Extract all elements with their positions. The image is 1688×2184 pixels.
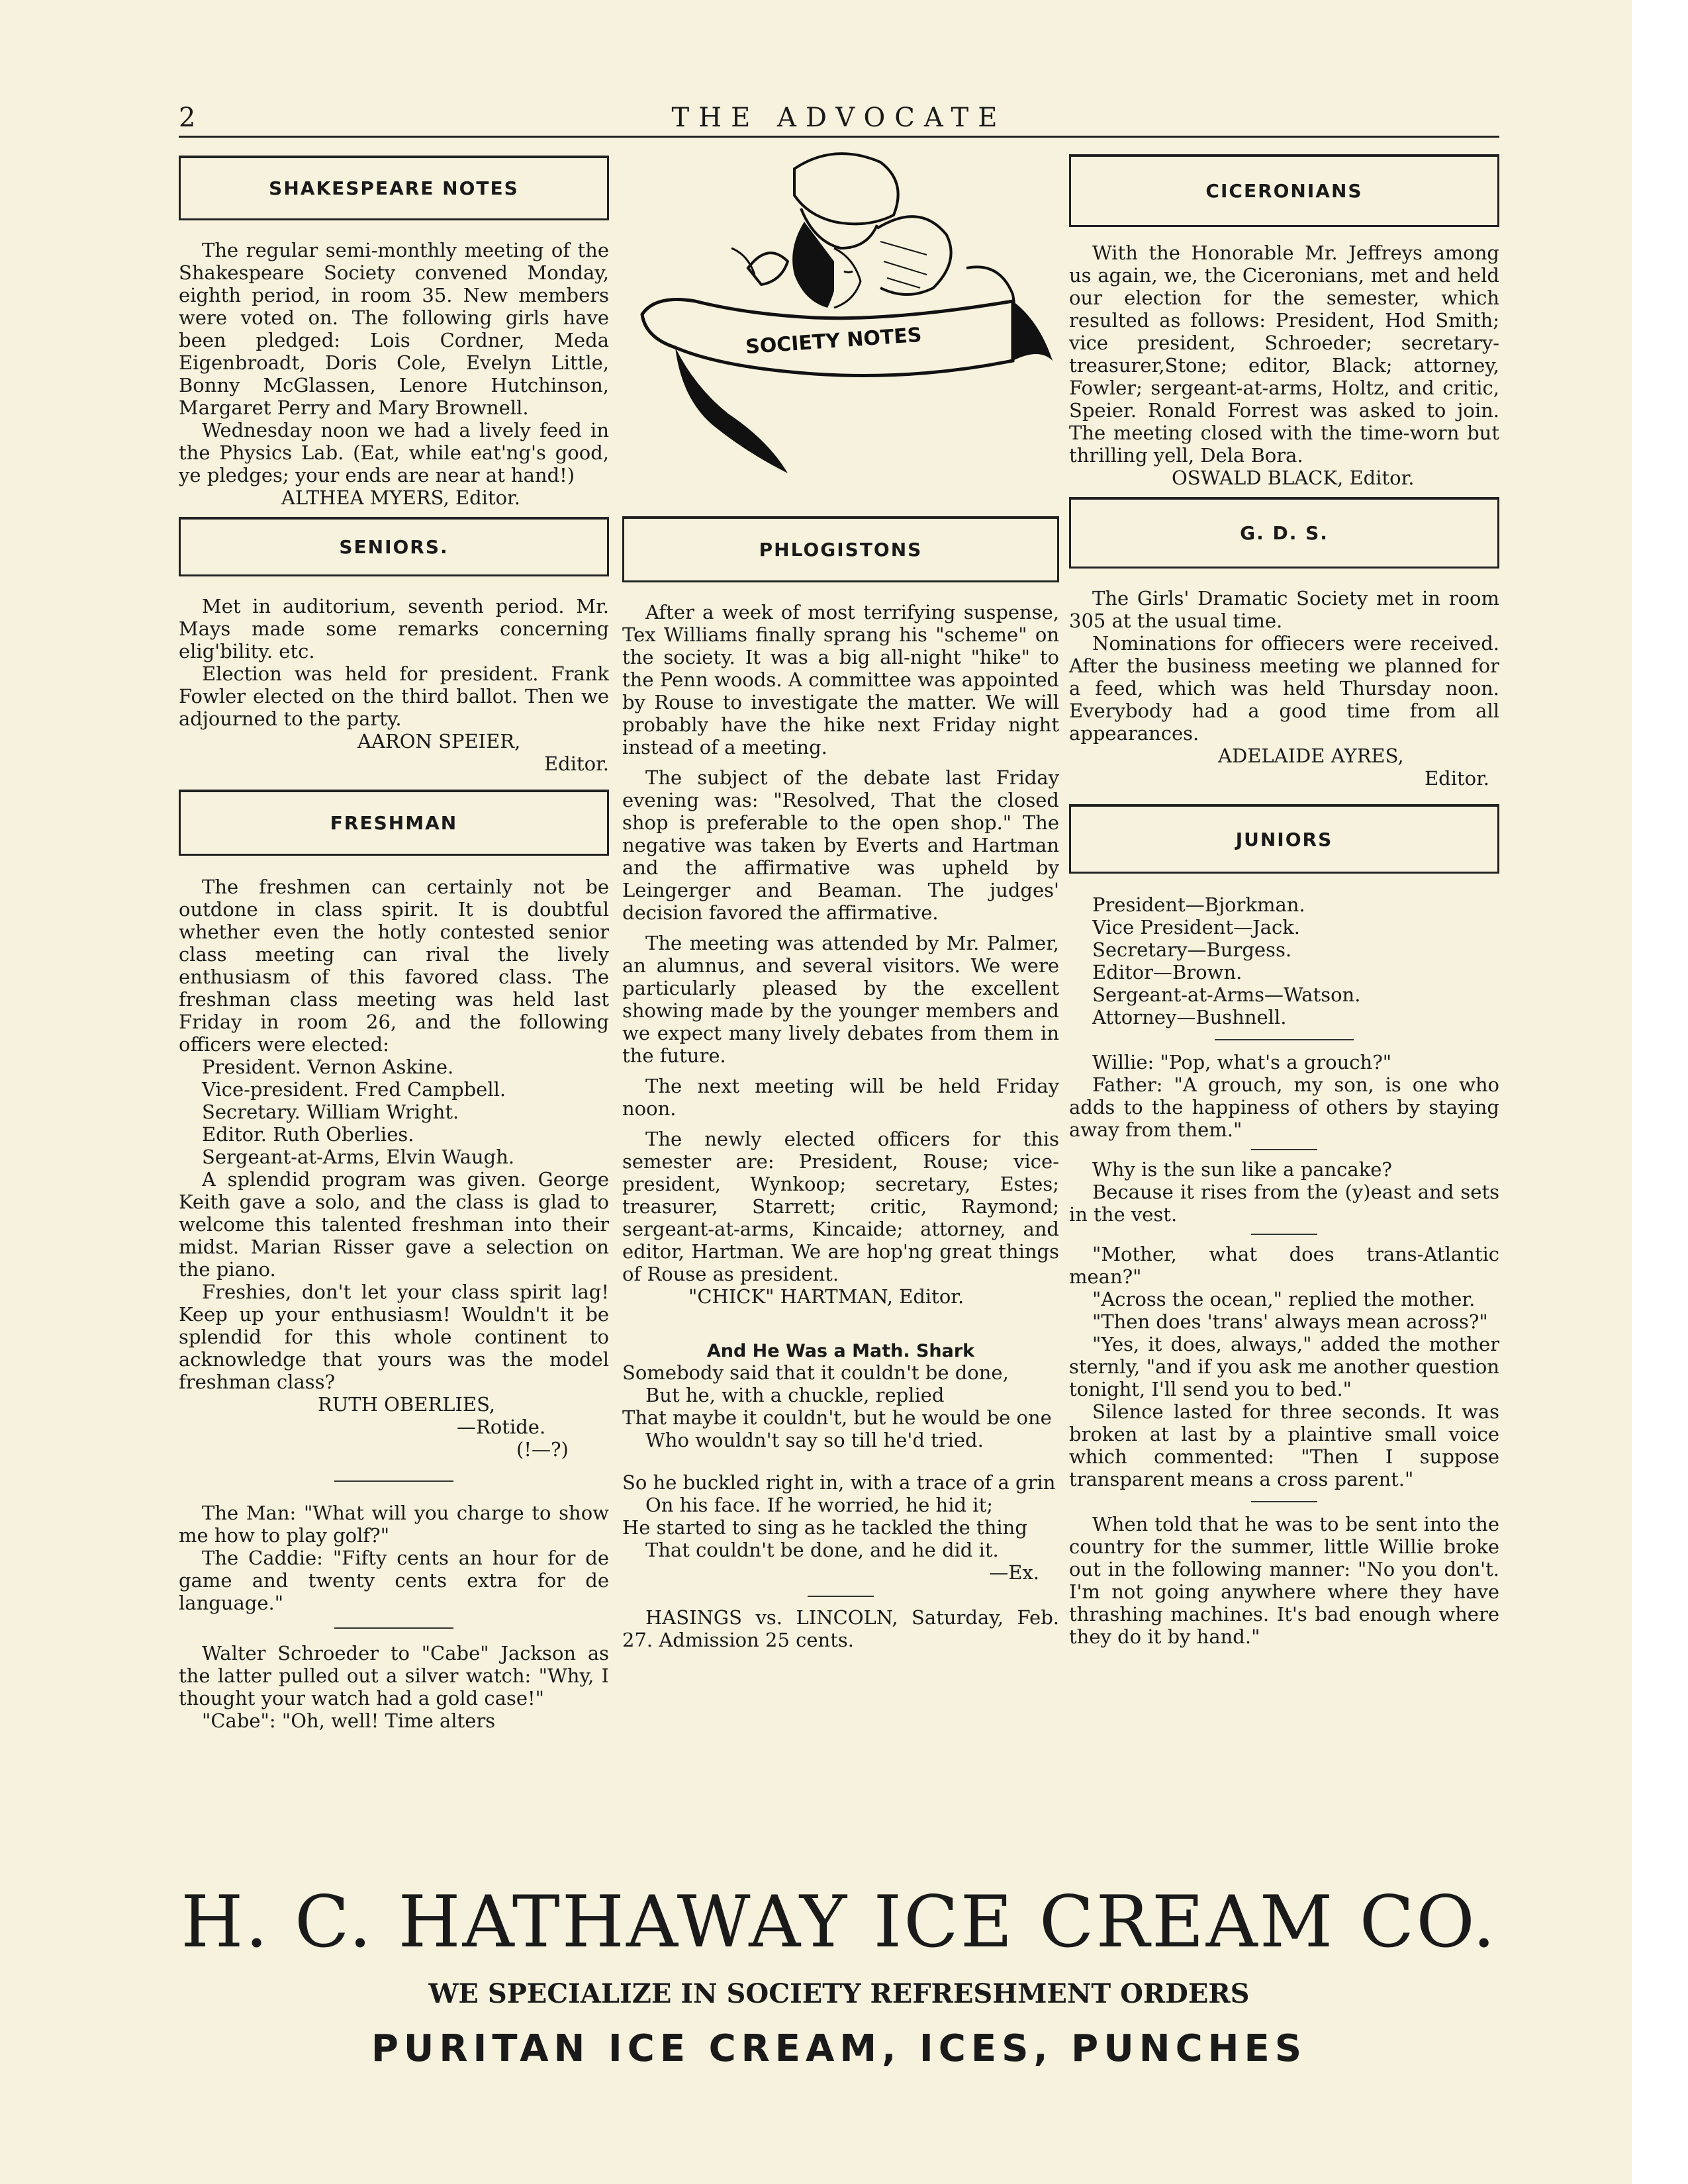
separator-rule — [1215, 1039, 1354, 1040]
phlogistons-signature: "CHICK" HARTMAN, Editor. — [688, 1285, 964, 1308]
shakespeare-signature: ALTHEA MYERS, Editor. — [281, 486, 520, 509]
freshman-officer: Sergeant-at-Arms, Elvin Waugh. — [202, 1146, 515, 1168]
seniors-paragraph: Election was held for president. Frank Fowler elected on the third ballot. Then we adjourned to the party. — [179, 662, 609, 730]
poem-line: On his face. If he worried, he hid it; — [645, 1494, 993, 1516]
ad-tagline: WE SPECIALIZE IN SOCIETY REFRESHMENT ORDERS — [428, 1978, 1250, 2009]
juniors-officer: President—Bjorkman. — [1092, 893, 1305, 916]
juniors-officer: Sergeant-at-Arms—Watson. — [1092, 983, 1361, 1006]
ciceronians-signature: OSWALD BLACK, Editor. — [1172, 467, 1415, 489]
freshman-paragraph: Freshies, don't let your class spirit lag! Keep up your enthusiasm! Wouldn't it be splendid for this whole continent to acknowledge that yours was the model freshman class? — [179, 1281, 609, 1393]
section-heading-gds: G. D. S. — [1069, 497, 1499, 569]
freshman-paragraph: The freshmen can certainly not be outdone in class spirit. It is doubtful whether even the hotly contested senior class meeting can rival the lively enthusiasm of this favored class. The freshman class meeting was held last Friday in room 26, and the following officers were elected: — [179, 876, 609, 1056]
society-notes-illustration — [616, 149, 1059, 513]
joke-pancake-line: Because it rises from the (y)east and sets in the vest. — [1069, 1181, 1499, 1226]
phlogistons-paragraph: The next meeting will be held Friday noon. — [622, 1075, 1059, 1120]
joke-atlantic-line: "Across the ocean," replied the mother. — [1092, 1288, 1476, 1310]
column-right — [1069, 149, 1499, 1648]
section-heading-phlogistons: PHLOGISTONS — [622, 516, 1059, 582]
page-edge — [1632, 0, 1688, 2184]
header-rule — [179, 136, 1499, 138]
poem-line: But he, with a chuckle, replied — [645, 1384, 945, 1406]
ad-products: PURITAN ICE CREAM, ICES, PUNCHES — [371, 2027, 1307, 2070]
joke-watch-line: "Cabe": "Oh, well! Time alters — [202, 1709, 496, 1732]
ciceronians-paragraph: With the Honorable Mr. Jeffreys among us again, we, the Ciceronians, met and held our election for the semester, which resulted as follows: President, Hod Smith; vice president, Schroeder; secretary-treasurer,Stone; editor, Black; attorney, Fowler; sergeant-at-arms, Holtz, and critic, Speier. Ronald Forrest was asked to join. The meeting closed with the time-worn but thrilling yell, Dela Bora. — [1069, 242, 1499, 467]
gds-paragraph: The Girls' Dramatic Society met in room 305 at the usual time. — [1069, 587, 1499, 632]
poem-line: So he buckled right in, with a trace of a grin — [622, 1471, 1056, 1494]
freshman-signature-name: RUTH OBERLIES, — [318, 1393, 496, 1416]
poem-title: And He Was a Math. Shark — [706, 1341, 975, 1361]
separator-rule — [1251, 1234, 1317, 1235]
freshman-officer: Vice-president. Fred Campbell. — [202, 1078, 506, 1101]
section-heading-freshman: FRESHMAN — [179, 790, 609, 856]
newspaper-title: THE ADVOCATE — [671, 103, 1007, 133]
juniors-officer: Vice President—Jack. — [1092, 916, 1301, 938]
phlogistons-paragraph: The newly elected officers for this semester are: President, Rouse; vice-president, Wynkoop; secretary, Estes; treasurer, Starrett; critic, Raymond; sergeant-at-arms, Kincaide; attorney, and editor, Hartman. We are hop'ng great things of Rouse as president. — [622, 1128, 1059, 1285]
joke-atlantic-line: "Yes, it does, always," added the mother sternly, "and if you ask me another question tonight, I'll send you to bed." — [1069, 1333, 1499, 1400]
phlogistons-paragraph: After a week of most terrifying suspense, Tex Williams finally sprang his "scheme" on the society. It was a big all-night "hike" to the Penn woods. A committee was appointed by Rouse to investigate the matter. We will probably have the hike next Friday night instead of a meeting. — [622, 601, 1059, 758]
gds-signature-title: Editor. — [1424, 767, 1489, 790]
poem-line: That maybe it couldn't, but he would be one — [622, 1406, 1052, 1429]
joke-willie-line: When told that he was to be sent into the country for the summer, little Willie broke out in the following manner: "No you don't. I'm not going anywhere where they have thrashing machines. It's bad enough where they do it by hand." — [1069, 1513, 1499, 1648]
freshman-signature-title: —Rotide. — [457, 1416, 546, 1438]
phlogistons-paragraph: The subject of the debate last Friday evening was: "Resolved, That the closed shop is preferable to the open shop." The negative was taken by Everts and Hartman and the affirmative was upheld by Leingerger and Beaman. The judges' decision favored the affirmative. — [622, 766, 1059, 924]
gds-paragraph: Nominations for offiecers were received. After the business meeting we planned for a feed, which was held Thursday noon. Everybody had a good time from all appearances. — [1069, 632, 1499, 745]
shakespeare-paragraph: The regular semi-monthly meeting of the Shakespeare Society convened Monday, eighth period, in room 35. New members were voted on. The following girls have been pledged: Lois Cordner, Meda Eigenbroadt, Doris Cole, Evelyn Little, Bonny McGlassen, Lenore Hutchinson, Margaret Perry and Mary Brownell. — [179, 239, 609, 419]
poem-line: He started to sing as he tackled the thing — [622, 1516, 1027, 1539]
freshman-officer: President. Vernon Askine. — [202, 1056, 454, 1078]
separator-rule — [334, 1627, 453, 1629]
separator-rule — [1251, 1149, 1317, 1150]
column-left — [179, 149, 609, 1732]
phlogistons-paragraph: The meeting was attended by Mr. Palmer, an alumnus, and several visitors. We were particularly pleased by the excellent showing made by the younger members and we expect many lively debates from them in the future. — [622, 932, 1059, 1067]
poem-line: Somebody said that it couldn't be done, — [622, 1361, 1009, 1384]
illustration-graphic — [616, 149, 1059, 513]
page-number: 2 — [179, 103, 196, 133]
joke-atlantic-line: "Then does 'trans' always mean across?" — [1092, 1310, 1488, 1333]
poem-credit: —Ex. — [989, 1561, 1039, 1584]
game-notice: HASINGS vs. LINCOLN, Saturday, Feb. 27. Admission 25 cents. — [622, 1606, 1059, 1651]
juniors-officer: Editor—Brown. — [1092, 961, 1243, 983]
joke-atlantic-line: Silence lasted for three seconds. It was broken at last by a plaintive small voice which commented: "Then I suppose transparent means a cross parent." — [1069, 1400, 1499, 1490]
column-middle — [622, 516, 1059, 1651]
gds-signature-name: ADELAIDE AYRES, — [1218, 745, 1404, 767]
poem-line: Who wouldn't say so till he'd tried. — [645, 1429, 984, 1451]
freshman-officer: Editor. Ruth Oberlies. — [202, 1123, 414, 1146]
poem-line: That couldn't be done, and he did it. — [645, 1539, 999, 1561]
freshman-officer: Secretary. William Wright. — [202, 1101, 459, 1123]
joke-pancake-line: Why is the sun like a pancake? — [1092, 1158, 1392, 1181]
seniors-paragraph: Met in auditorium, seventh period. Mr. Mays made some remarks concerning elig'bility. etc. — [179, 595, 609, 662]
shakespeare-paragraph: Wednesday noon we had a lively feed in the Physics Lab. (Eat, while eat'ng's good, ye pledges; your ends are near at hand!) — [179, 419, 609, 486]
joke-grouch-line: Father: "A grouch, my son, is one who adds to the happiness of others by staying away from them." — [1069, 1073, 1499, 1141]
illustration-banner-text: SOCIETY NOTES — [745, 323, 923, 359]
joke-grouch-line: Willie: "Pop, what's a grouch?" — [1092, 1051, 1392, 1073]
section-heading-seniors: SENIORS. — [179, 517, 609, 576]
section-heading-juniors: JUNIORS — [1069, 804, 1499, 874]
juniors-officer: Attorney—Bushnell. — [1092, 1006, 1287, 1028]
freshman-signature-note: (!—?) — [516, 1438, 569, 1461]
joke-watch-line: Walter Schroeder to "Cabe" Jackson as the latter pulled out a silver watch: "Why, I thought your watch had a gold case!" — [179, 1642, 609, 1709]
separator-rule — [1251, 1501, 1317, 1502]
seniors-signature-title: Editor. — [543, 752, 609, 775]
joke-caddie-line: The Man: "What will you charge to show me how to play golf?" — [179, 1502, 609, 1547]
joke-caddie-line: The Caddie: "Fifty cents an hour for de game and twenty cents extra for de language." — [179, 1547, 609, 1614]
ad-company-name: H. C. HATHAWAY ICE CREAM CO. — [181, 1881, 1497, 1964]
separator-rule — [334, 1480, 453, 1482]
seniors-signature-name: AARON SPEIER, — [357, 730, 521, 752]
freshman-paragraph: A splendid program was given. George Keith gave a solo, and the class is glad to welcome this talented freshman into their midst. Marian Risser gave a selection on the piano. — [179, 1168, 609, 1281]
section-heading-ciceronians: CICERONIANS — [1069, 154, 1499, 227]
section-heading-shakespeare: SHAKESPEARE NOTES — [179, 156, 609, 220]
joke-atlantic-line: "Mother, what does trans-Atlantic mean?" — [1069, 1243, 1499, 1288]
separator-rule — [808, 1596, 874, 1597]
juniors-officer: Secretary—Burgess. — [1092, 938, 1292, 961]
page-header — [179, 103, 1499, 136]
